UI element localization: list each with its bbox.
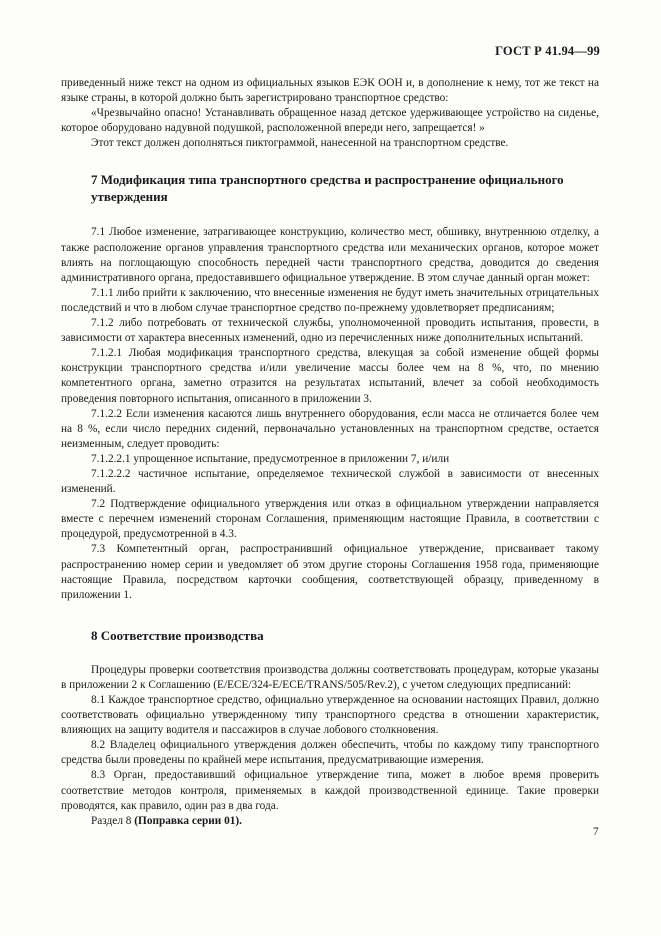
clause-7-1-2-2: 7.1.2.2 Если изменения касаются лишь внутреннего оборудования, если масса не отличается более чем на 8 %, если число передних сидений, первоначально установленных на транспортном средстве, остается неизменным, следует проводить: [61, 407, 599, 450]
page-content [61, 76, 599, 829]
clause-7-1-1: 7.1.1 либо прийти к заключению, что внесенные изменения не будут иметь значительных отрицательных последствий и что в любом случае транспортное средство по-прежнему удовлетворяет предписаниям; [61, 286, 599, 314]
clause-8-2: 8.2 Владелец официального утверждения должен обеспечить, чтобы по каждому типу транспортного средства были проведены по крайней мере испытания, предусматривающие измерения. [61, 739, 599, 767]
clause-8-1: 8.1 Каждое транспортное средство, официально утвержденное на основании настоящих Правил, должно соответствовать официально утвержденному типу транспортного средства в отношении характеристик, влияющих на защиту водителя и пассажиров в случае лобового столкновения. [61, 694, 599, 737]
intro-paragraph: Этот текст должен дополняться пиктограммой, нанесенной на транспортном средстве. [91, 137, 509, 150]
clause-7-1-2-2-1: 7.1.2.2.1 упрощенное испытание, предусмотренное в приложении 7, и/или [91, 452, 450, 465]
section-8-intro: Процедуры проверки соответствия производства должны соответствовать процедурам, которые указаны в приложении 2 к Соглашению (E/ECE/324-E/ECE/TRANS/505/Rev.2), с учетом следующих предписаний: [61, 663, 599, 691]
intro-paragraph: приведенный ниже текст на одном из официальных языков ЕЭК ООН и, в дополнение к нему, тот же текст на языке страны, в которой должно быть зарегистрировано транспортное средство: [61, 77, 599, 105]
document-code-header: ГОСТ Р 41.94—99 [495, 44, 600, 58]
section-8-heading: 8 Соответствие производства [91, 627, 264, 643]
clause-7-2: 7.2 Подтверждение официального утверждения или отказ в официальном утверждении направляется вместе с перечнем изменений сторонам Соглашения, применяющим настоящие Правила, в соответствии с процедурой, предусмотренной в 4.3. [61, 498, 599, 541]
clause-8-3: 8.3 Орган, предоставивший официальное утверждение типа, может в любое время проверить соответствие методов контроля, применяемых в каждой производственной единице. Такие проверки проводятся, как правило, один раз в два года. [61, 769, 599, 812]
warning-text: «Чрезвычайно опасно! Устанавливать обращенное назад детское удерживающее устройство на сиденье, которое оборудовано надувной подушкой, расположенной впереди него, запрещается! » [61, 107, 599, 135]
clause-7-1: 7.1 Любое изменение, затрагивающее конструкцию, количество мест, обшивку, внутреннюю отделку, а также расположение органов управления транспортного средства или механических органов, которое может влиять на поглощающую способность передней части транспортного средства, доводится до сведения административного органа, предоставившего официальное утверждение. В этом случае данный орган может: [61, 226, 599, 284]
page-number: 7 [593, 826, 599, 838]
section-7-heading: 7 Модификация типа транспортного средства и распространение официального утверждения [91, 172, 564, 205]
amendment-note [61, 814, 599, 829]
clause-7-1-2: 7.1.2 либо потребовать от технической службы, уполномоченной проводить испытания, провести, в зависимости от характера внесенных изменений, одно из перечисленных ниже дополнительных испытаний. [61, 317, 599, 345]
clause-7-1-2-1: 7.1.2.1 Любая модификация транспортного средства, влекущая за собой изменение общей формы конструкции транспортного средства и/или увеличение массы более чем на 8 %, что, по мнению компетентного органа, заметно отразится на результатах испытаний, влечет за собой необходимость проведения повторного испытания, описанного в приложении 3. [61, 347, 599, 405]
clause-7-3: 7.3 Компетентный орган, распространивший официальное утверждение, присваивает такому распространению номер серии и уведомляет об этом другие стороны Соглашения 1958 года, применяющие настоящие Правила, посредством карточки сообщения, соответствующей образцу, приведенному в приложении 1. [61, 543, 599, 601]
amendment-prefix: Раздел 8 [91, 814, 135, 827]
amendment-series: (Поправка серии 01). [134, 814, 242, 827]
clause-7-1-2-2-2: 7.1.2.2.2 частичное испытание, определяемое технической службой в зависимости от внесенных изменений. [61, 467, 599, 496]
